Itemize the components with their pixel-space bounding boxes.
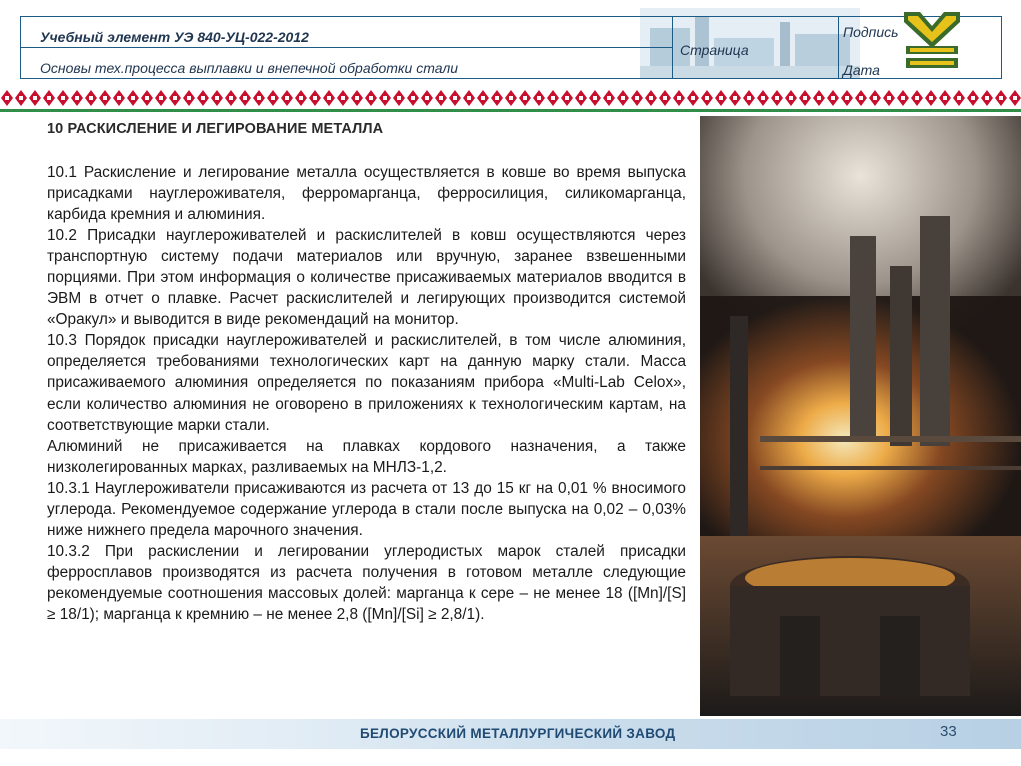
ornament-motif-center [985,96,989,100]
signature-label: Подпись [843,24,899,40]
ornament-motif-center [817,96,821,100]
page-label: Страница [680,42,749,58]
ornament-motif-center [425,96,429,100]
paragraph: 10.1 Раскисление и легирование металла осуществляется в ковше во время выпуска присадками науглероживателя, ферромарганца, ферросилиция, силикомарганца, карбида кремния и алюминия. [47,164,686,224]
ornament-motif-center [873,96,877,100]
ornament-motif-center [173,96,177,100]
ornament-motif-center [971,96,975,100]
ornament-motif-center [705,96,709,100]
ornament-motif-center [341,96,345,100]
date-label: Дата [843,62,880,78]
ornament-motif-center [257,96,261,100]
ornament-motif-center [733,96,737,100]
ornament-motif-center [789,96,793,100]
paragraph: 10.2 Присадки науглероживателей и раскислителей в ковш осуществляются через транспортную систему подачи материалов или вручную, заранее взвешенными порциями. При этом информация о количестве присаживаемых материалов вводится в ЭВМ в отчет о плавке. Расчет раскислителей и легирующих производится системой «Оракул» и выводится в виде рекомендаций на монитор. [47,227,686,329]
ornament-motif-center [593,96,597,100]
bmz-logo-icon [900,8,964,74]
ornament-motif-center [47,96,51,100]
ornament-motif-center [215,96,219,100]
page-number: 33 [940,723,957,740]
ornament-motif-center [187,96,191,100]
ornament-motif-center [719,96,723,100]
ornament-motif-center [159,96,163,100]
ornament-motif-center [131,96,135,100]
ornament-motif-center [859,96,863,100]
ornament-motif-center [803,96,807,100]
ornament-motif-center [355,96,359,100]
ornament-motif-center [33,96,37,100]
paragraph: Алюминий не присаживается на плавках кордового назначения, а также низколегированных марках, разливаемых на МНЛЗ-1,2. [47,437,686,476]
ornament-motif-center [327,96,331,100]
ornament-motif-center [495,96,499,100]
company-name: БЕЛОРУССКИЙ МЕТАЛЛУРГИЧЕСКИЙ ЗАВОД [360,726,676,741]
ornament-motif-center [845,96,849,100]
ornament-motif-center [1013,96,1017,100]
ornament-motif-center [579,96,583,100]
document-id: Учебный элемент УЭ 840-УЦ-022-2012 [40,29,309,45]
ornament-motif-center [411,96,415,100]
ornament-motif-center [621,96,625,100]
ornament-motif-center [201,96,205,100]
ornament-motif-center [649,96,653,100]
slide-header [0,0,1021,112]
ornament-motif-center [831,96,835,100]
ornament-motif-center [943,96,947,100]
ornament-band [0,88,1021,112]
ornament-motif-center [299,96,303,100]
ornament-motif-center [75,96,79,100]
ornament-motif-center [887,96,891,100]
ornament-motif-center [999,96,1003,100]
ornament-motif-center [313,96,317,100]
ornament-motif-center [89,96,93,100]
ornament-motif-center [901,96,905,100]
ornament-motif-center [761,96,765,100]
ornament-motif-center [285,96,289,100]
document-subtitle: Основы тех.процесса выплавки и внепечной обработки стали [40,60,459,76]
ornament-motif-center [677,96,681,100]
ornament-motif-center [775,96,779,100]
ornament-motif-center [453,96,457,100]
header-divider [20,47,673,48]
ornament-motif-center [271,96,275,100]
paragraph: 10.3.1 Науглероживатели присаживаются из расчета от 13 до 15 кг на 0,01 % вносимого углерода. Рекомендуемое содержание углерода в стали после выпуска на 0,02 – 0,03% ниже нижнего предела марочного значения. [47,479,686,539]
ornament-motif-center [19,96,23,100]
paragraph: 10.3 Порядок присадки науглероживателей и раскислителей, в том числе алюминия, определяется требованиями технологических карт на данную марку стали. Масса присаживаемого алюминия определяется по показаниям прибора «Multi-Lab Celox», если количество алюминия не оговорено в приложениях к технологическим картам, на соответствующие марки стали. [47,332,686,434]
ornament-motif-center [523,96,527,100]
ornament-motif-center [229,96,233,100]
ornament-motif-center [5,96,9,100]
ornament-motif-center [915,96,919,100]
ornament-motif-center [369,96,373,100]
ornament-motif-center [607,96,611,100]
furnace-photo [700,116,1021,716]
section-body [47,162,686,625]
ornament-motif-center [747,96,751,100]
ornament-motif-center [565,96,569,100]
ornament-motif-center [537,96,541,100]
ornament-motif-center [929,96,933,100]
paragraph: 10.3.2 При раскислении и легировании углеродистых марок сталей присадки ферросплавов производятся из расчета получения в готовом металле следующие рекомендуемые соотношения массовых долей: марганца к сере – не менее 18 ([Mn]/[S] ≥ 18/1); марганца к кремнию – не менее 2,8 ([Mn]/[Si] ≥ 2,8/1). [47,542,686,623]
header-separator [672,16,673,79]
ornament-motif-center [61,96,65,100]
section-heading: 10 РАСКИСЛЕНИЕ И ЛЕГИРОВАНИЕ МЕТАЛЛА [47,121,384,137]
ornament-motif-center [957,96,961,100]
ornament-motif-center [145,96,149,100]
header-separator [838,16,839,79]
ornament-motif-center [691,96,695,100]
ornament-motif-center [467,96,471,100]
ornament-motif-center [551,96,555,100]
ornament-motif-center [509,96,513,100]
ornament-motif-center [383,96,387,100]
ornament-motif-center [397,96,401,100]
ornament-motif-center [243,96,247,100]
ornament-motif-center [117,96,121,100]
ornament-motif-center [663,96,667,100]
ornament-motif-center [439,96,443,100]
ornament-motif-center [481,96,485,100]
ornament-motif-center [103,96,107,100]
ornament-motif-center [635,96,639,100]
